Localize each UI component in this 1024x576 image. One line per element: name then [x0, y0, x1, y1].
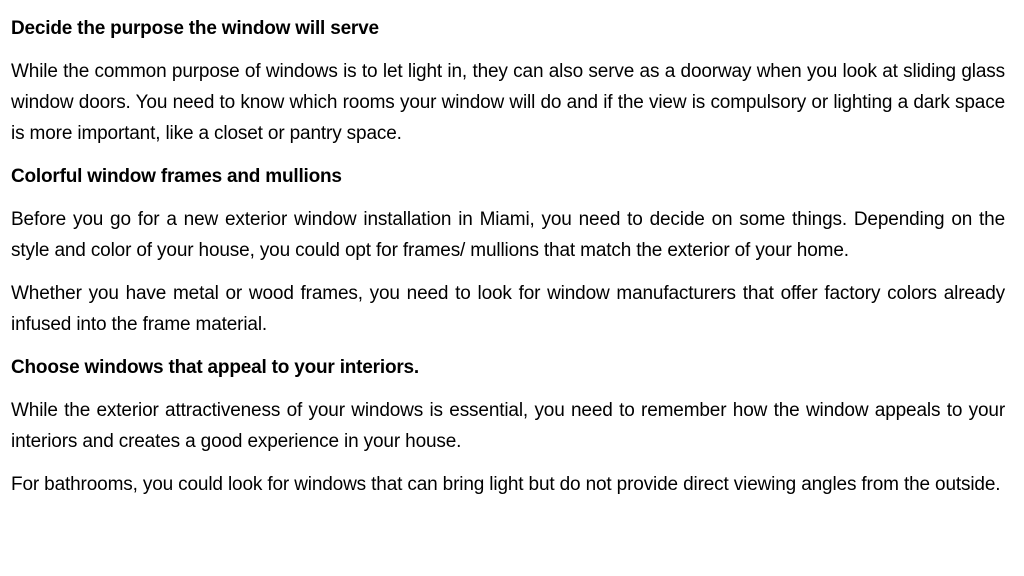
- document-body: [11, 13, 1005, 512]
- paragraph-purpose: While the common purpose of windows is to let light in, they can also serve as a doorway when you look at sliding glass window doors. You need to know which rooms your window will do and if the view is compulsory or lighting a dark space is more important, like a closet or pantry space.: [11, 61, 1005, 144]
- paragraph-frames-1: Before you go for a new exterior window installation in Miami, you need to decide on some things. Depending on the style and color of your house, you could opt for frames/ mullions that match the exterior of your home.: [11, 209, 1005, 261]
- section-heading-purpose: Decide the purpose the window will serve: [11, 18, 379, 39]
- paragraph-interiors-2: For bathrooms, you could look for windows that can bring light but do not provide direct viewing angles from the outside.: [11, 474, 1001, 495]
- paragraph-frames-2: Whether you have metal or wood frames, you need to look for window manufacturers that offer factory colors already infused into the frame material.: [11, 283, 1005, 335]
- paragraph-interiors-1: While the exterior attractiveness of your windows is essential, you need to remember how the window appeals to your interiors and creates a good experience in your house.: [11, 400, 1005, 452]
- section-heading-interiors: Choose windows that appeal to your interiors.: [11, 357, 419, 378]
- section-heading-frames: Colorful window frames and mullions: [11, 166, 342, 187]
